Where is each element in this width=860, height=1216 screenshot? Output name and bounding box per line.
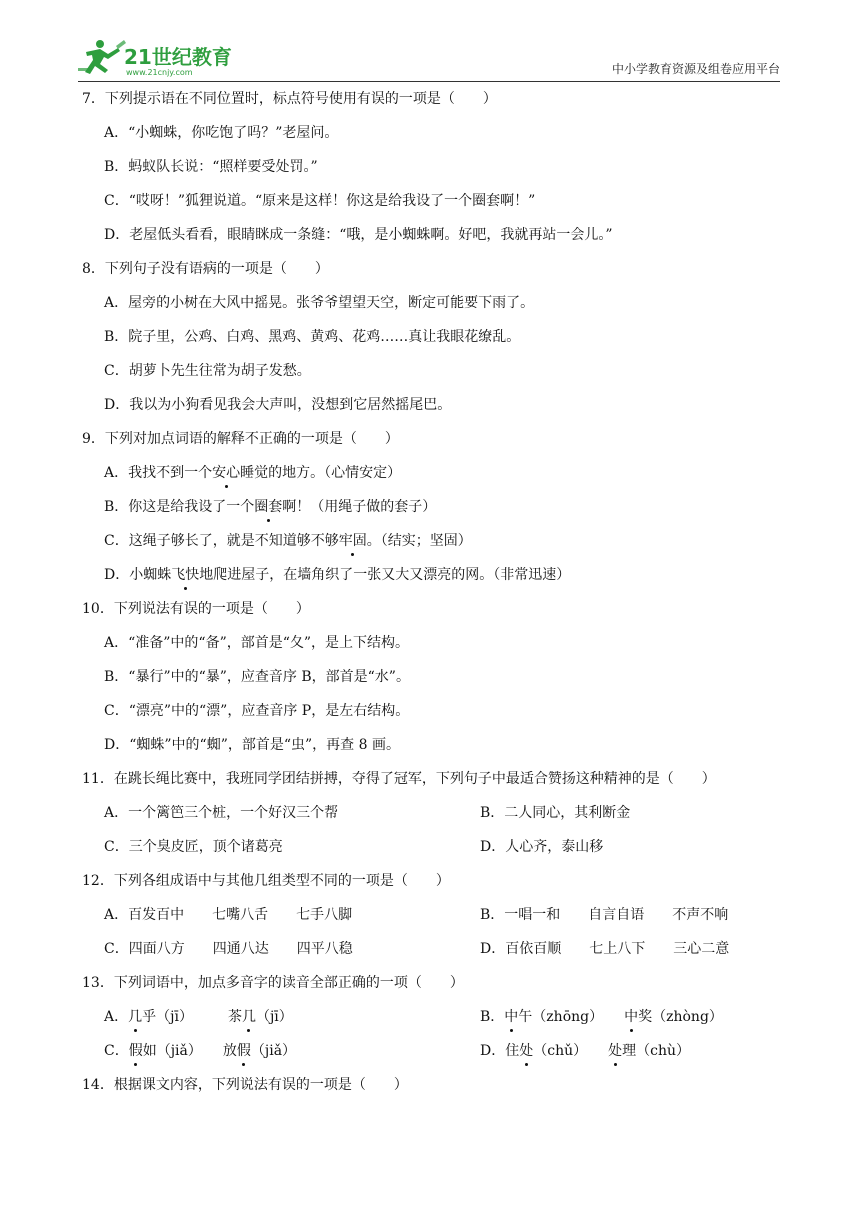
question-9-option-c bbox=[104, 530, 782, 564]
option-text: （jī） bbox=[255, 1009, 293, 1025]
option-text: 午（zhōng） bbox=[518, 1009, 625, 1025]
question-11-options-row-2 bbox=[82, 836, 782, 870]
question-7-option-c: C．“哎呀！”狐狸说道。“原来是这样！你这是给我设了一个圈套啊！” bbox=[104, 193, 536, 209]
exam-questions bbox=[82, 88, 782, 1108]
dotted-char: 假 bbox=[129, 1040, 143, 1062]
question-13-options-row-2 bbox=[82, 1040, 782, 1074]
header-divider bbox=[78, 81, 780, 82]
option-text: 。（结实；坚固） bbox=[366, 533, 472, 549]
question-11-option-c: C．三个臭皮匠，顶个诸葛亮 bbox=[104, 839, 283, 855]
question-14-stem: 14．根据课文内容，下列说法有误的一项是（ ） bbox=[82, 1077, 408, 1093]
option-text: C．这绳子够长了，就是不知道够不够 bbox=[104, 533, 339, 549]
question-10-stem: 10．下列说法有误的一项是（ ） bbox=[82, 601, 310, 617]
dotted-word: 圈套 bbox=[254, 496, 282, 518]
question-13-option-c bbox=[104, 1040, 296, 1062]
question-8-option-d: D．我以为小狗看见我会大声叫，没想到它居然摇尾巴。 bbox=[104, 397, 452, 413]
question-8-option-a: A．屋旁的小树在大风中摇晃。张爷爷望望天空，断定可能要下雨了。 bbox=[104, 295, 535, 311]
option-text: 如（jiǎ） 放 bbox=[142, 1043, 237, 1059]
question-10-option-a: A．“准备”中的“备”，部首是“夂”，是上下结构。 bbox=[104, 635, 410, 651]
question-7-option-a: A．“小蜘蛛，你吃饱了吗？”老屋问。 bbox=[104, 125, 339, 141]
option-text: 乎（jī） 茶 bbox=[142, 1009, 242, 1025]
question-10-option-d: D．“蜘蛛”中的“蜘”，部首是“虫”，再查 8 画。 bbox=[104, 737, 400, 753]
logo-main-text: 21世纪教育 bbox=[124, 45, 232, 69]
option-text: A．我找不到一个 bbox=[104, 465, 213, 481]
question-7-option-d: D．老屋低头看看，眼睛眯成一条缝：“哦，是小蜘蛛啊。好吧，我就再站一会儿。” bbox=[104, 227, 613, 243]
site-logo bbox=[78, 38, 248, 78]
option-text: B．你这是给我设了一个 bbox=[104, 499, 255, 515]
option-text: 啊！（用绳子做的套子） bbox=[282, 499, 437, 515]
question-10-option-c: C．“漂亮”中的“漂”，应查音序 P，是左右结构。 bbox=[104, 703, 410, 719]
option-text: D．住 bbox=[480, 1043, 520, 1059]
question-13-option-d bbox=[480, 1040, 690, 1062]
dotted-word: 安心 bbox=[212, 462, 240, 484]
question-9-stem: 9．下列对加点词语的解释不正确的一项是（ ） bbox=[82, 431, 399, 447]
option-text: 地爬进屋子，在墙角织了一张又大又漂亮的网。（非常迅速） bbox=[199, 567, 571, 583]
question-13-option-b bbox=[480, 1006, 723, 1028]
question-7-option-b: B．蚂蚁队长说：“照样要受处罚。” bbox=[104, 159, 318, 175]
question-12-options-row-2 bbox=[82, 938, 782, 972]
page-header bbox=[78, 38, 780, 82]
question-11-option-b: B．二人同心，其利断金 bbox=[480, 805, 631, 821]
question-9-option-b bbox=[104, 496, 782, 530]
dotted-char: 几 bbox=[242, 1006, 256, 1028]
platform-name: 中小学教育资源及组卷应用平台 bbox=[611, 62, 780, 76]
dotted-char: 中 bbox=[624, 1006, 638, 1028]
dotted-word: 飞快 bbox=[171, 564, 199, 586]
question-11-option-d: D．人心齐，泰山移 bbox=[480, 839, 604, 855]
question-8-option-c: C．胡萝卜先生往常为胡子发愁。 bbox=[104, 363, 311, 379]
dotted-char: 处 bbox=[608, 1040, 622, 1062]
question-8-stem: 8．下列句子没有语病的一项是（ ） bbox=[82, 261, 329, 277]
question-7-stem: 7．下列提示语在不同位置时，标点符号使用有误的一项是（ ） bbox=[82, 91, 497, 107]
question-9-option-a bbox=[104, 462, 782, 496]
question-13-stem: 13．下列词语中，加点多音字的读音全部正确的一项（ ） bbox=[82, 975, 464, 991]
dotted-word: 牢固 bbox=[339, 530, 367, 552]
option-text: A． bbox=[104, 1009, 129, 1025]
option-text: （jiǎ） bbox=[250, 1043, 297, 1059]
logo-url-text: www.21cnjy.com bbox=[126, 68, 193, 77]
question-13-option-a bbox=[104, 1006, 293, 1028]
question-12-options-row-1 bbox=[82, 904, 782, 938]
question-12-option-d: D．百依百顺 七上八下 三心二意 bbox=[480, 941, 730, 957]
option-text: （chǔ） bbox=[533, 1043, 609, 1059]
question-13-options-row-1 bbox=[82, 1006, 782, 1040]
option-text: 理（chù） bbox=[622, 1043, 690, 1059]
option-text: C． bbox=[104, 1043, 129, 1059]
question-12-option-a: A．百发百中 七嘴八舌 七手八脚 bbox=[104, 907, 353, 923]
question-11-option-a: A．一个篱笆三个桩，一个好汉三个帮 bbox=[104, 805, 339, 821]
question-12-option-b: B．一唱一和 自言自语 不声不响 bbox=[480, 907, 729, 923]
option-text: 奖（zhòng） bbox=[638, 1009, 723, 1025]
question-9-option-d bbox=[104, 564, 782, 598]
dotted-char: 处 bbox=[519, 1040, 533, 1062]
question-11-stem: 11．在跳长绳比赛中，我班同学团结拼搏，夺得了冠军，下列句子中最适合赞扬这种精神的是（ ） bbox=[82, 771, 716, 787]
question-12-stem: 12．下列各组成语中与其他几组类型不同的一项是（ ） bbox=[82, 873, 450, 889]
option-text: D．小蜘蛛 bbox=[104, 567, 172, 583]
question-12-option-c: C．四面八方 四通八达 四平八稳 bbox=[104, 941, 353, 957]
option-text: B． bbox=[480, 1009, 505, 1025]
option-text: 睡觉的地方。（心情安定） bbox=[240, 465, 402, 481]
question-8-option-b: B．院子里，公鸡、白鸡、黑鸡、黄鸡、花鸡……真让我眼花缭乱。 bbox=[104, 329, 521, 345]
question-11-options-row-1 bbox=[82, 802, 782, 836]
dotted-char: 几 bbox=[128, 1006, 142, 1028]
dotted-char: 中 bbox=[504, 1006, 518, 1028]
dotted-char: 假 bbox=[237, 1040, 251, 1062]
question-10-option-b: B．“暴行”中的“暴”，应查音序 B，部首是“水”。 bbox=[104, 669, 410, 685]
